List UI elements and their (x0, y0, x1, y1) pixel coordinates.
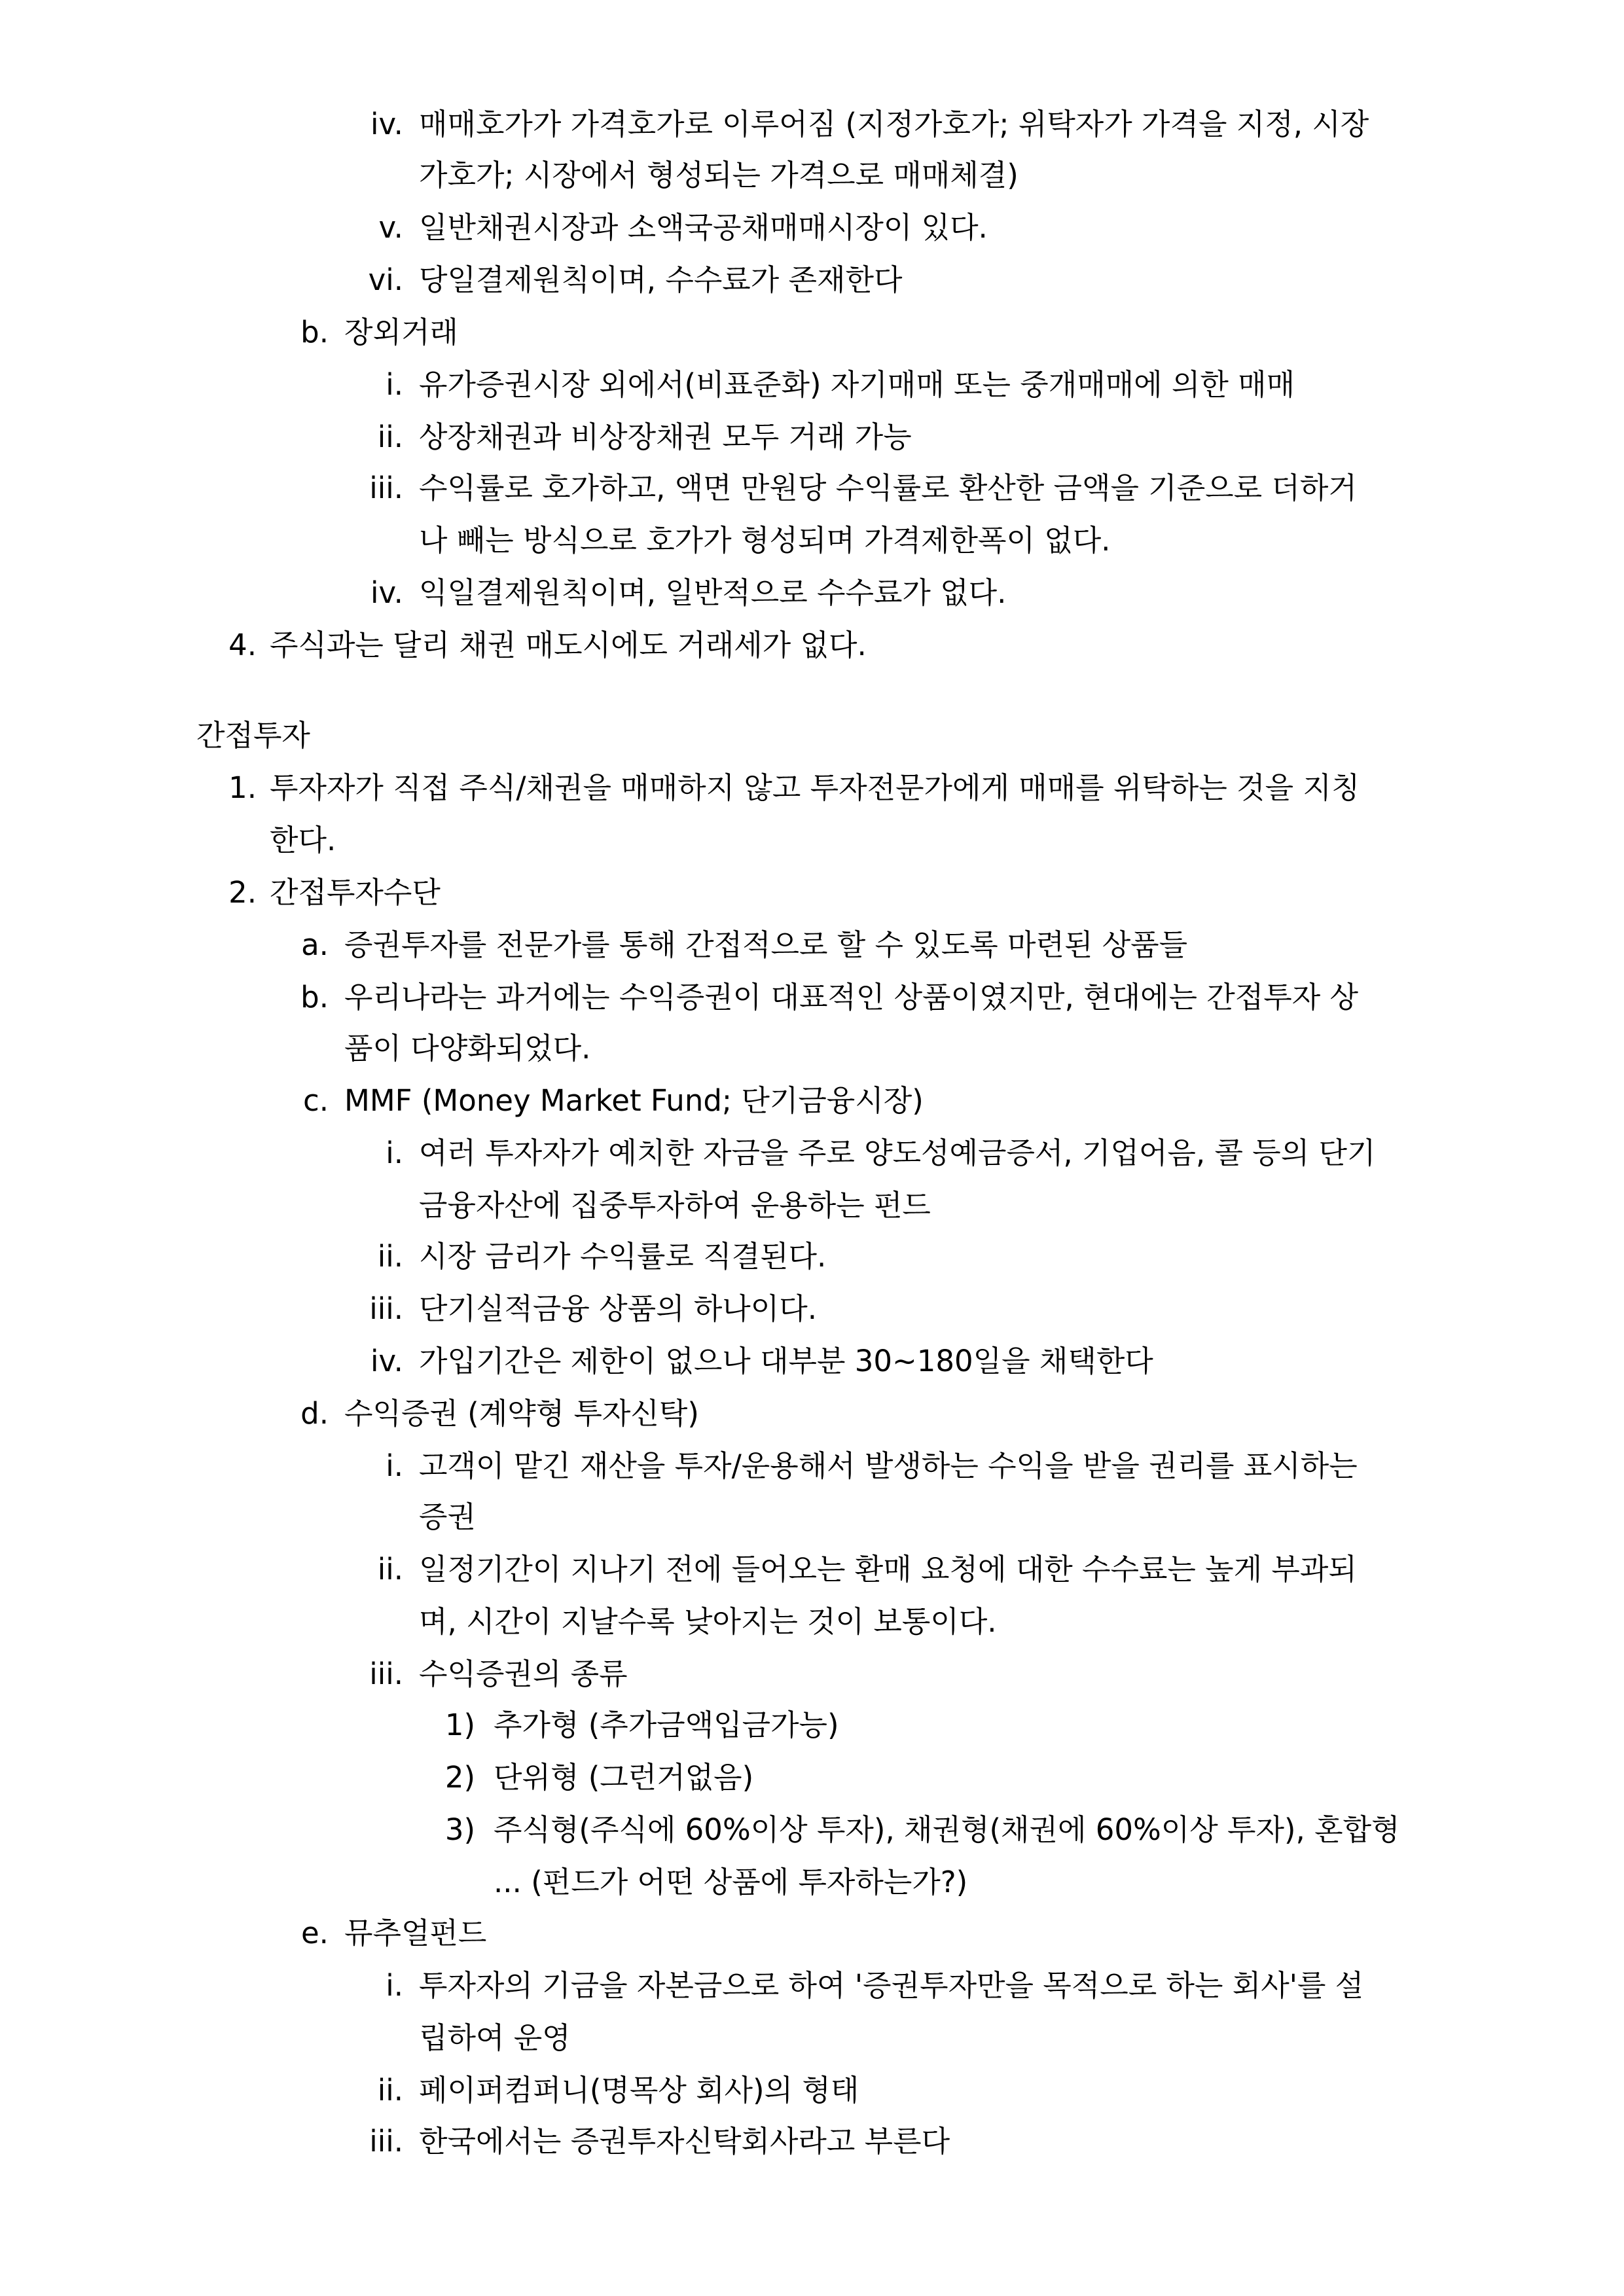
list-marker: 4. (228, 628, 257, 662)
list-marker: i. (386, 1968, 403, 2003)
list-item-text: 일반채권시장과 소액국공채매매시장이 있다. (419, 210, 988, 245)
list-marker: 2. (228, 875, 257, 910)
list-item-text: 주식형(주식에 60%이상 투자), 채권형(채권에 60%이상 투자), 혼합형 (494, 1812, 1400, 1847)
list-marker: vi. (368, 262, 403, 297)
list-marker: iii. (369, 1291, 403, 1326)
list-item-text: 뮤추얼펀드 (344, 1916, 487, 1950)
list-item-text: 간접투자수단 (270, 875, 441, 910)
list-item-text: 시장 금리가 수익률로 직결된다. (419, 1239, 827, 1274)
list-marker: iii. (369, 471, 403, 505)
list-marker: v. (378, 210, 403, 245)
list-item-text: 페이퍼컴퍼니(명목상 회사)의 형태 (419, 2073, 859, 2108)
list-marker: b. (300, 980, 329, 1014)
list-item-text: 한국에서는 증권투자신탁회사라고 부른다 (419, 2124, 950, 2159)
list-item-text: 당일결제원칙이며, 수수료가 존재한다 (419, 262, 903, 297)
list-item-text: 고객이 맡긴 재산을 투자/운용해서 발생하는 수익을 받을 권리를 표시하는 (419, 1448, 1358, 1483)
list-item-text: 장외거래 (344, 315, 458, 350)
list-marker: 2) (444, 1760, 475, 1795)
list-marker: 1. (228, 770, 257, 805)
list-item-text-continued: 금융자산에 집중투자하여 운용하는 펀드 (419, 1188, 931, 1223)
list-item-text: 수익증권 (계약형 투자신탁) (344, 1396, 699, 1431)
list-item-text: 투자자의 기금을 자본금으로 하여 '증권투자만을 목적으로 하는 회사'를 설 (419, 1968, 1364, 2003)
list-item-text: 여러 투자자가 예치한 자금을 주로 양도성예금증서, 기업어음, 콜 등의 단기 (419, 1136, 1376, 1170)
list-marker: ii. (377, 420, 403, 454)
list-marker: iii. (369, 2124, 403, 2159)
list-marker: 3) (444, 1812, 475, 1847)
list-marker: i. (386, 1136, 403, 1170)
list-item-text: 상장채권과 비상장채권 모두 거래 가능 (419, 420, 912, 454)
list-item-text-continued: 가호가; 시장에서 형성되는 가격으로 매매체결) (419, 158, 1019, 192)
section-heading: 간접투자 (196, 718, 310, 753)
list-item-text: 가입기간은 제한이 없으나 대부분 30~180일을 채택한다 (419, 1344, 1153, 1378)
list-item-text: 일정기간이 지나기 전에 들어오는 환매 요청에 대한 수수료는 높게 부과되 (419, 1552, 1357, 1587)
list-marker: iv. (370, 575, 403, 610)
list-item-text: 단기실적금융 상품의 하나이다. (419, 1291, 818, 1326)
list-item-text: 단위형 (그런거없음) (494, 1760, 754, 1795)
list-item-text-continued: 품이 다양화되었다. (344, 1031, 591, 1066)
list-marker: 1) (444, 1708, 475, 1742)
list-marker: iii. (369, 1657, 403, 1691)
list-item-text: 익일결제원칙이며, 일반적으로 수수료가 없다. (419, 575, 1007, 610)
list-item-text: 수익증권의 종류 (419, 1657, 628, 1691)
list-item-text: 우리나라는 과거에는 수익증권이 대표적인 상품이였지만, 현대에는 간접투자 상 (344, 980, 1358, 1014)
list-item-text: 투자자가 직접 주식/채권을 매매하지 않고 투자전문가에게 매매를 위탁하는 것을 지칭 (270, 770, 1360, 805)
list-marker: a. (301, 927, 329, 962)
list-marker: i. (386, 1448, 403, 1483)
list-marker: i. (386, 367, 403, 402)
list-item-text-continued: 한다. (270, 823, 336, 857)
list-item-text: 증권투자를 전문가를 통해 간접적으로 할 수 있도록 마련된 상품들 (344, 927, 1188, 962)
list-item-text-continued: 증권 (419, 1499, 476, 1534)
list-marker: e. (301, 1916, 329, 1950)
list-item-text-continued: 립하여 운영 (419, 2020, 571, 2055)
list-item-text: 수익률로 호가하고, 액면 만원당 수익률로 환산한 금액을 기준으로 더하거 (419, 471, 1357, 505)
list-marker: iv. (370, 107, 403, 141)
list-marker: ii. (377, 1552, 403, 1587)
list-marker: ii. (377, 1239, 403, 1274)
list-item-text-continued: 며, 시간이 지날수록 낮아지는 것이 보통이다. (419, 1604, 997, 1639)
list-marker: b. (300, 315, 329, 350)
list-marker: iv. (370, 1344, 403, 1378)
list-item-text: 유가증권시장 외에서(비표준화) 자기매매 또는 중개매매에 의한 매매 (419, 367, 1295, 402)
list-marker: c. (302, 1083, 329, 1118)
list-item-text: 추가형 (추가금액입금가능) (494, 1708, 839, 1742)
list-marker: d. (300, 1396, 329, 1431)
list-item-text: MMF (Money Market Fund; 단기금융시장) (344, 1083, 924, 1118)
list-item-text-continued: 나 빼는 방식으로 호가가 형성되며 가격제한폭이 없다. (419, 523, 1111, 558)
list-item-text-continued: ... (펀드가 어떤 상품에 투자하는가?) (494, 1865, 968, 1899)
list-item-text: 주식과는 달리 채권 매도시에도 거래세가 없다. (270, 628, 867, 662)
list-marker: ii. (377, 2073, 403, 2108)
list-item-text: 매매호가가 가격호가로 이루어짐 (지정가호가; 위탁자가 가격을 지정, 시장 (419, 107, 1369, 141)
